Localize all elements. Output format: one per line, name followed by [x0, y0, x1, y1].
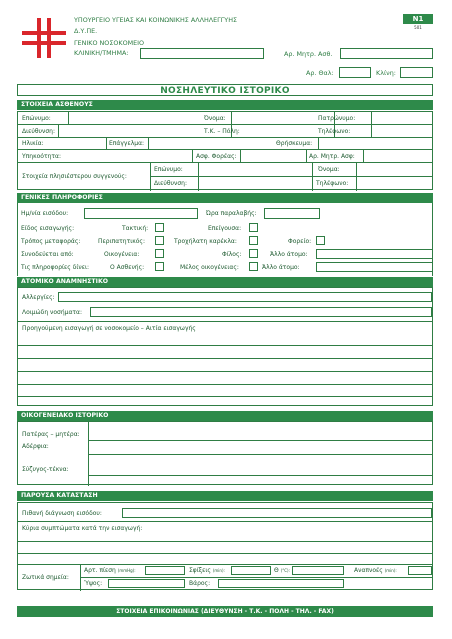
- bp-field[interactable]: [145, 566, 185, 575]
- footer-contact: ΣΤΟΙΧΕΙΑ ΕΠΙΚΟΙΝΩΝΙΑΣ (ΔΙΕΥΘΥΝΣΗ - Τ.Κ. - ΠΟΛΗ - ΤΗΛ. - FAX): [17, 606, 433, 617]
- info-patient-checkbox[interactable]: [155, 262, 164, 271]
- section-history: ΑΤΟΜΙΚΟ ΑΝΑΜΝΗΣΤΙΚΟ: [17, 277, 433, 287]
- walking-checkbox[interactable]: [155, 236, 164, 245]
- accompanied-label: Συνοδεύεται από:: [21, 251, 74, 258]
- wheelchair-label: Τροχήλατη καρέκλα:: [174, 238, 237, 245]
- rel-phone-label: Τηλέφωνο:: [316, 180, 349, 187]
- temp-label: Θ (°C):: [274, 567, 290, 574]
- reg-no-label: Αρ. Μητρ. Ασθ.: [284, 50, 333, 58]
- weight-label: Βάρος:: [189, 580, 211, 587]
- family-checkbox[interactable]: [155, 249, 164, 258]
- infections-field[interactable]: [90, 307, 432, 317]
- name-label: Όνομα:: [204, 115, 226, 122]
- postal-label: Τ.Κ. – Πόλη:: [204, 128, 240, 135]
- surname-label: Επώνυμο:: [22, 115, 51, 122]
- profession-label: Επάγγελμα:: [109, 140, 145, 147]
- pulse-label: Σφίξεις (min):: [189, 567, 225, 574]
- wheelchair-checkbox[interactable]: [249, 236, 258, 245]
- bed-label: Κλίνη:: [376, 69, 396, 77]
- section-general: ΓΕΝΙΚΕΣ ΠΛΗΡΟΦΟΡΙΕΣ: [17, 193, 433, 203]
- religion-label: Θρήσκευμα:: [276, 140, 313, 147]
- emergency-checkbox[interactable]: [249, 223, 258, 232]
- allergies-field[interactable]: [58, 292, 432, 302]
- height-label: Ύψος:: [84, 580, 103, 587]
- friend-label: Φίλος:: [222, 251, 242, 258]
- bp-label: Αρτ. πίεση (mmHg):: [84, 567, 136, 574]
- scheduled-label: Τακτική:: [122, 225, 149, 232]
- hospital-label: ΓΕΝΙΚΟ ΝΟΣΟΚΟΜΕΙΟ: [74, 39, 145, 47]
- admission-date-label: Ημ/νία εισόδου:: [21, 210, 69, 217]
- family-label: Οικογένεια:: [104, 251, 140, 258]
- phone-label: Τηλέφωνο:: [318, 128, 351, 135]
- other-person-label: Άλλο άτομο:: [270, 251, 308, 258]
- arrival-time-field[interactable]: [264, 208, 320, 219]
- transport-label: Τρόπος μεταφοράς:: [21, 238, 81, 245]
- info-by-label: Τις πληροφορίες δίνει:: [21, 264, 90, 271]
- emergency-label: Επείγουσα:: [208, 225, 242, 232]
- siblings-label: Αδέρφια:: [22, 443, 49, 450]
- walking-label: Περιπατητικός:: [98, 238, 145, 245]
- family-member-checkbox[interactable]: [249, 262, 258, 271]
- friend-checkbox[interactable]: [249, 249, 258, 258]
- vitals-label: Ζωτικά σημεία:: [22, 574, 69, 581]
- rel-name-label: Όνομα:: [318, 166, 340, 173]
- reg-no-field[interactable]: [340, 48, 433, 59]
- ministry-name: ΥΠΟΥΡΓΕΙΟ ΥΓΕΙΑΣ ΚΑΙ ΚΟΙΝΩΝΙΚΗΣ ΑΛΛΗΛΕΓΓΥΗΣ: [74, 16, 238, 24]
- relative-label: Στοιχεία πλησιέστερου συγγενούς:: [22, 173, 127, 180]
- other-person2-field[interactable]: [316, 262, 433, 272]
- family-member-label: Μέλος οικογένειας:: [180, 264, 239, 271]
- clinic-label: ΚΛΙΝΙΚΗ/ΤΜΗΜΑ:: [74, 49, 129, 57]
- bed-no-label: Αρ. Θαλ:: [306, 69, 334, 77]
- family-history-grid: [17, 421, 433, 485]
- bed-field[interactable]: [400, 67, 433, 78]
- diagnosis-label: Πιθανή διάγνωση εισόδου:: [22, 510, 102, 517]
- other-person-field[interactable]: [316, 249, 433, 259]
- stretcher-label: Φορείο:: [288, 238, 312, 245]
- arrival-time-label: Ώρα παραλαβής:: [206, 210, 257, 217]
- resp-field[interactable]: [408, 566, 432, 575]
- rel-surname-label: Επώνυμο:: [154, 166, 183, 173]
- bed-no-field[interactable]: [339, 67, 371, 78]
- citizenship-label: Υπηκοότητα:: [22, 153, 61, 160]
- age-label: Ηλικία:: [22, 140, 44, 147]
- dype-label: Δ.Υ.ΠΕ.: [74, 27, 98, 35]
- stretcher-checkbox[interactable]: [316, 236, 325, 245]
- insurer-label: Ασφ. Φορέας:: [196, 153, 237, 160]
- other-person2-label: Άλλο άτομο:: [262, 264, 300, 271]
- spouse-label: Σύζυγος-τέκνα:: [22, 466, 69, 473]
- allergies-label: Αλλεργίες:: [22, 294, 55, 301]
- info-patient-label: Ο Ασθενής:: [110, 264, 145, 271]
- height-field[interactable]: [108, 579, 185, 588]
- section-family-history: ΟΙΚΟΓΕΝΕΙΑΚΟ ΙΣΤΟΡΙΚΟ: [17, 411, 433, 421]
- resp-label: Αναπνοές (min):: [354, 567, 397, 574]
- symptoms-label: Κύρια συμπτώματα κατά την εισαγωγή:: [22, 525, 143, 532]
- pulse-field[interactable]: [231, 566, 271, 575]
- weight-field[interactable]: [218, 579, 344, 588]
- history-grid: [17, 287, 433, 406]
- status-grid: [17, 502, 433, 590]
- father-label: Πατρώνυμο:: [318, 115, 356, 122]
- form-code-badge: N1: [403, 14, 433, 24]
- diagnosis-field[interactable]: [122, 508, 432, 518]
- form-title: ΝΟΣΗΛΕΥΤΙΚΟ ΙΣΤΟΡΙΚΟ: [17, 84, 433, 96]
- address-label: Διεύθυνση:: [22, 128, 55, 135]
- infections-label: Λοιμώδη νοσήματα:: [22, 309, 83, 316]
- parents-label: Πατέρας – μητέρα:: [22, 431, 80, 438]
- patient-grid: [17, 111, 433, 190]
- admission-date-field[interactable]: [84, 208, 198, 219]
- insurance-no-label: Αρ. Μητρ. Ασφ:: [309, 153, 355, 160]
- red-cross-logo: [22, 18, 66, 58]
- section-status: ΠΑΡΟΥΣΑ ΚΑΤΑΣΤΑΣΗ: [17, 491, 433, 501]
- rel-address-label: Διεύθυνση:: [154, 180, 187, 187]
- temp-field[interactable]: [292, 566, 344, 575]
- form-sub-code: 501: [414, 25, 422, 30]
- admission-type-label: Είδος εισαγωγής:: [21, 225, 75, 232]
- scheduled-checkbox[interactable]: [155, 223, 164, 232]
- previous-admission-label: Προηγούμενη εισαγωγή σε νοσοκομείο – Αιτία εισαγωγής: [22, 325, 196, 332]
- section-patient: ΣΤΟΙΧΕΙΑ ΑΣΘΕΝΟΥΣ: [17, 100, 433, 110]
- clinic-field[interactable]: [140, 48, 264, 59]
